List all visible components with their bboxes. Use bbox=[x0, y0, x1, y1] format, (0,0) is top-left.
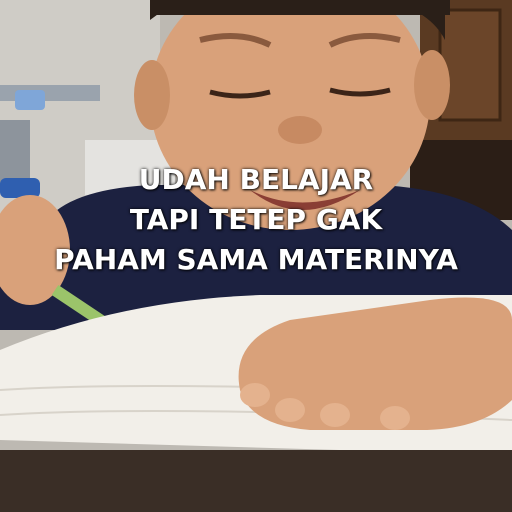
hair-top bbox=[150, 0, 450, 15]
finger bbox=[380, 406, 410, 430]
right-ear bbox=[414, 50, 450, 120]
finger bbox=[320, 403, 350, 427]
caption-line-1: UDAH BELAJAR bbox=[138, 163, 374, 196]
nose bbox=[278, 116, 322, 144]
left-ear bbox=[134, 60, 170, 130]
finger bbox=[240, 383, 270, 407]
caption-line-2: TAPI TETEP GAK bbox=[129, 203, 383, 236]
caption-line-3: PAHAM SAMA MATERINYA bbox=[54, 243, 458, 276]
finger bbox=[275, 398, 305, 422]
meme-caption bbox=[0, 160, 512, 280]
cabinet-door bbox=[440, 10, 500, 120]
table bbox=[0, 450, 512, 512]
blue-cup bbox=[15, 90, 45, 110]
